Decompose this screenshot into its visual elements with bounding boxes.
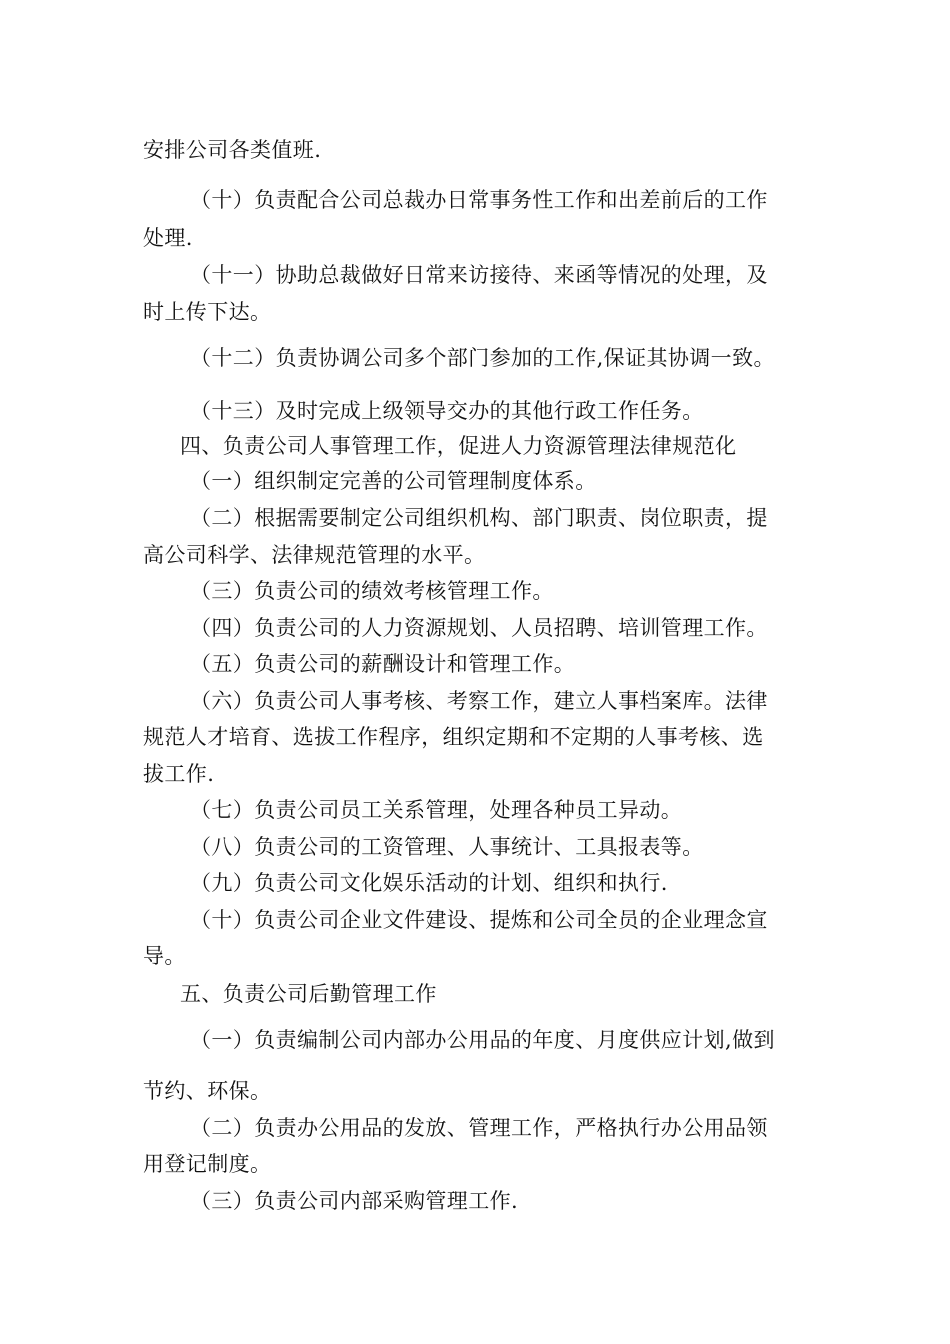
text-line: （十三）及时完成上级领导交办的其他行政工作任务。 — [190, 399, 704, 423]
text-line: （十）负责公司企业文件建设、提炼和公司全员的企业理念宣 — [190, 908, 768, 932]
text-line: 安排公司各类值班. — [143, 138, 322, 162]
text-line: （六）负责公司人事考核、考察工作，建立人事档案库。法律 — [190, 689, 768, 713]
text-line: 节约、环保。 — [143, 1079, 272, 1103]
text-line: （十一）协助总裁做好日常来访接待、来函等情况的处理，及 — [190, 263, 768, 287]
section-heading: 五、负责公司后勤管理工作 — [180, 982, 437, 1006]
text-line: （十）负责配合公司总裁办日常事务性工作和出差前后的工作 — [190, 188, 768, 212]
text-line: 高公司科学、法律规范管理的水平。 — [143, 543, 486, 567]
text-line: （一）负责编制公司内部办公用品的年度、月度供应计划,做到 — [190, 1028, 775, 1052]
text-line: 导。 — [143, 944, 186, 968]
text-line: （二）根据需要制定公司组织机构、部门职责、岗位职责，提 — [190, 506, 768, 530]
text-line: （七）负责公司员工关系管理，处理各种员工异动。 — [190, 798, 683, 822]
text-line: （四）负责公司的人力资源规划、人员招聘、培训管理工作。 — [190, 616, 768, 640]
text-line: （十二）负责协调公司多个部门参加的工作,保证其协调一致。 — [190, 346, 775, 370]
text-line: （五）负责公司的薪酬设计和管理工作。 — [190, 652, 576, 676]
text-line: 处理. — [143, 226, 193, 250]
text-line: （三）负责公司的绩效考核管理工作。 — [190, 579, 554, 603]
text-line: （八）负责公司的工资管理、人事统计、工具报表等。 — [190, 835, 704, 859]
text-line: （一）组织制定完善的公司管理制度体系。 — [190, 469, 597, 493]
text-line: （九）负责公司文化娱乐活动的计划、组织和执行. — [190, 871, 668, 895]
text-line: 拔工作. — [143, 762, 215, 786]
section-heading: 四、负责公司人事管理工作，促进人力资源管理法律规范化 — [180, 434, 737, 458]
text-line: 规范人才培育、选拔工作程序，组织定期和不定期的人事考核、选 — [143, 725, 764, 749]
text-line: （三）负责公司内部采购管理工作. — [190, 1189, 519, 1213]
text-line: 时上传下达。 — [143, 300, 272, 324]
text-line: 用登记制度。 — [143, 1152, 272, 1176]
text-line: （二）负责办公用品的发放、管理工作，严格执行办公用品领 — [190, 1116, 768, 1140]
